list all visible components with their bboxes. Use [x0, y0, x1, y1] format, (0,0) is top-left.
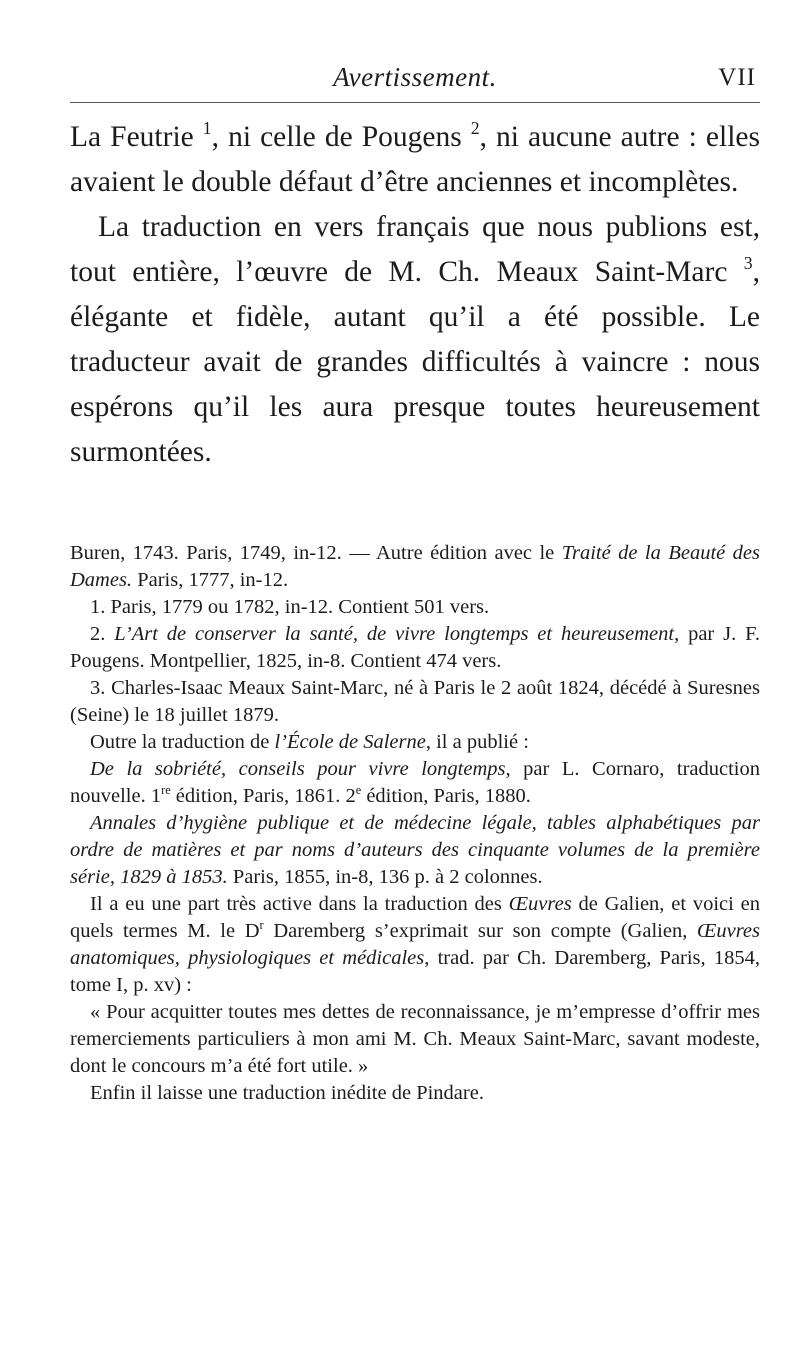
text: , par J. F. Pougens. Montpellier, 1825, in-8. Contient 474 vers. [70, 623, 761, 672]
superscript: re [161, 782, 171, 797]
footnote-2 [70, 621, 760, 675]
italic-title: De la sobriété, conseils pour vivre longtemps [90, 758, 506, 780]
footnote-ref-2: 2 [470, 118, 480, 139]
text: édition, Paris, 1880. [361, 785, 531, 807]
footnote-ref-1: 1 [202, 118, 212, 139]
footnote-paragraph [70, 756, 760, 810]
text: de Galien, et voici en quels termes M. le D [70, 893, 760, 942]
text: édition, Paris, 1861. 2 [170, 785, 356, 807]
footnote-paragraph [70, 891, 760, 999]
page-number: VII [718, 64, 756, 91]
running-header [70, 62, 760, 106]
italic-title: Traité de la Beauté des Dames. [70, 542, 760, 591]
footnote-paragraph [70, 729, 760, 756]
footnote-paragraph: Enfin il laisse une traduction inédite de Pindare. [90, 1082, 484, 1104]
footnote-1: 1. Paris, 1779 ou 1782, in-12. Contient 501 vers. [90, 596, 490, 618]
footnote-paragraph [70, 810, 760, 891]
italic-title: l’École de Salerne [274, 731, 426, 753]
text: , trad. par Ch. Daremberg, Paris, 1854, tome I, p. xv) : [70, 947, 760, 996]
text: , élégante et fidèle, autant qu’il a été possible. Le traducteur avait de grandes difficultés à vaincre : nous espérons qu’il les aura presque toutes heureusement surmontées. [70, 256, 760, 468]
text: Il a eu une part très active dans la traduction des [90, 893, 509, 915]
text: , il a publié : [425, 731, 529, 753]
superscript: r [259, 917, 264, 932]
text: Paris, 1777, in-12. [132, 569, 289, 591]
text: La traduction en vers français que nous publions est, tout entière, l’œuvre de M. Ch. Meaux Saint-Marc [70, 211, 760, 288]
text: , ni aucune autre : elles avaient le double défaut d’être anciennes et incomplètes. [70, 121, 760, 198]
superscript: e [355, 782, 362, 797]
text: , par L. Cornaro, traduction nouvelle. 1 [70, 758, 761, 807]
running-title: Avertissement. [333, 62, 497, 92]
italic-title: Œuvres [508, 893, 572, 915]
footnotes [70, 540, 760, 1107]
italic-title: Œuvres anatomiques, physiologiques et médicales [70, 920, 760, 969]
italic-title: L’Art de conserver la santé, de vivre longtemps et heureusement [114, 623, 675, 645]
text: La Feutrie [70, 121, 203, 153]
main-paragraph-2 [70, 205, 760, 475]
header-rule [70, 102, 760, 103]
text: Daremberg s’exprimait sur son compte (Galien, [263, 920, 697, 942]
footnote-ref-3: 3 [743, 253, 753, 274]
text: Outre la traduction de [90, 731, 275, 753]
footnote-3: 3. Charles-Isaac Meaux Saint-Marc, né à Paris le 2 août 1824, décédé à Suresnes (Seine) le 18 juillet 1879. [70, 677, 760, 726]
main-paragraph-1 [70, 115, 760, 205]
italic-title: Annales d’hygiène publique et de médecine légale, tables alphabétiques par ordre de matières et par noms d’auteurs des cinquante volumes de la première série, 1829 à 1853. [70, 812, 760, 888]
text: , ni celle de Pougens [211, 121, 471, 153]
footnote-quote: « Pour acquitter toutes mes dettes de reconnaissance, je m’empresse d’offrir mes remerciements particuliers à mon ami M. Ch. Meaux Saint-Marc, savant modeste, dont le concours m’a été fort utile. » [70, 1001, 760, 1077]
text: 2. [90, 623, 115, 645]
text: Paris, 1855, in-8, 136 p. à 2 colonnes. [227, 866, 543, 888]
text: Buren, 1743. Paris, 1749, in-12. — Autre édition avec le [70, 542, 562, 564]
footnote-continuation [70, 540, 760, 594]
main-text [70, 115, 760, 475]
